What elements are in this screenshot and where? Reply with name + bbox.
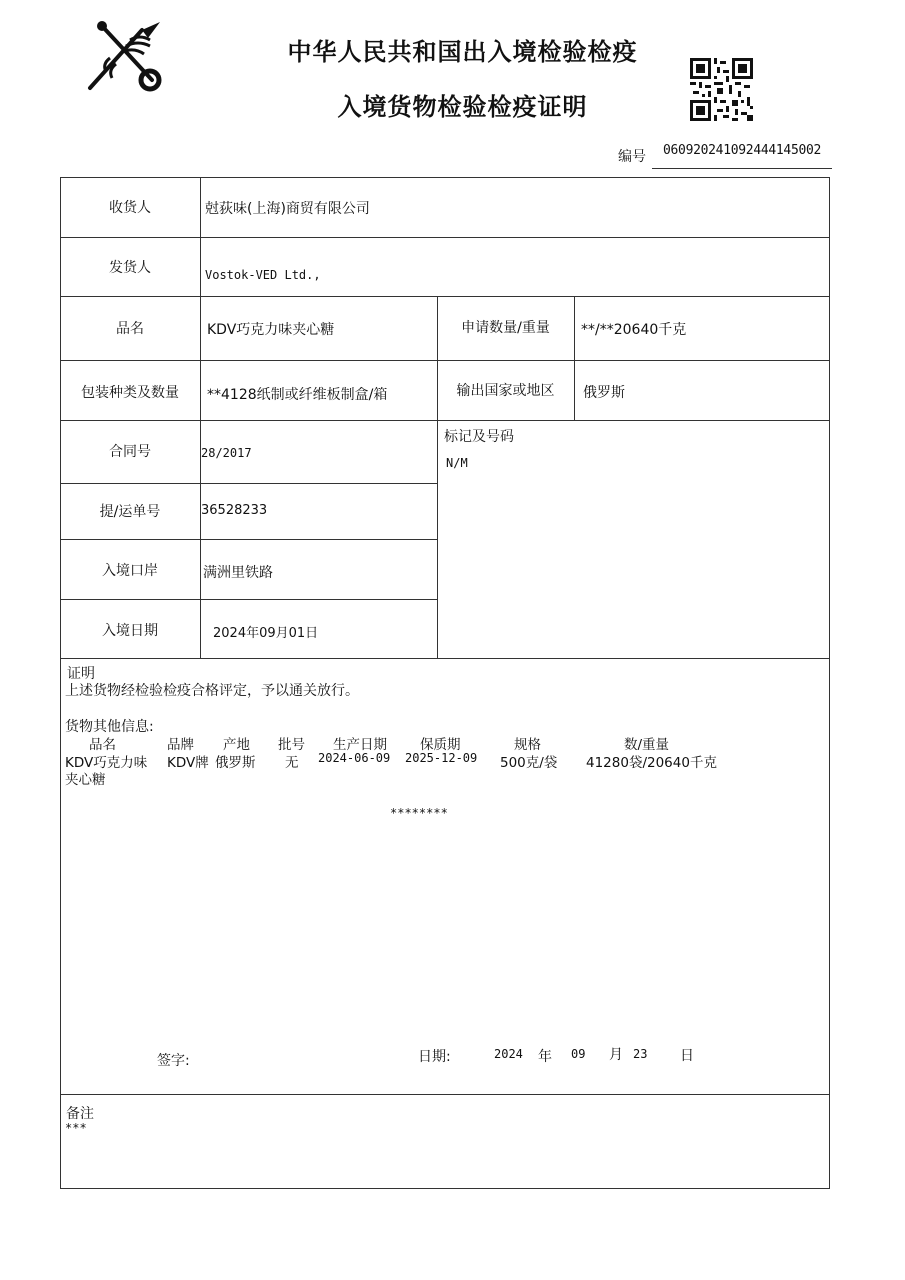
contract-number-label: 合同号 — [109, 444, 151, 460]
goods-header: 数/重量 — [624, 737, 670, 753]
qr-code-icon — [690, 58, 753, 121]
goods-cell: 夹心糖 — [65, 772, 106, 788]
row-divider — [60, 599, 437, 600]
row-divider — [60, 420, 830, 421]
quantity-weight-label: 申请数量/重量 — [461, 320, 550, 336]
consignor-label: 发货人 — [109, 260, 151, 276]
remarks-label: 备注 — [66, 1106, 94, 1122]
goods-header: 品牌 — [167, 737, 194, 753]
column-divider — [200, 177, 201, 658]
consignor-value: Vostok-VED Ltd., — [205, 268, 321, 282]
certificate-statement: 上述货物经检验检疫合格评定，予以通关放行。 — [65, 683, 359, 699]
goods-cell: 2024-06-09 — [318, 751, 391, 765]
signature-label: 签字: — [157, 1053, 190, 1069]
entry-port-value: 满洲里铁路 — [203, 565, 273, 581]
bill-of-lading-label: 提/运单号 — [99, 504, 161, 520]
certificate-number-label: 编号 — [618, 149, 646, 165]
certificate-number-underline — [652, 168, 832, 169]
consignee-value: 尅荻味(上海)商贸有限公司 — [205, 201, 370, 217]
quantity-weight-value: **/**20640千克 — [581, 322, 687, 338]
packing-label: 包装种类及数量 — [81, 385, 179, 401]
entry-port-label: 入境口岸 — [102, 563, 158, 579]
document-title-line2: 入境货物检验检疫证明 — [337, 93, 588, 121]
issue-date-label: 日期: — [418, 1049, 451, 1065]
goods-header: 生产日期 — [333, 737, 387, 753]
origin-country-label: 输出国家或地区 — [456, 383, 555, 399]
issue-date-month-unit: 月 — [609, 1047, 623, 1063]
goods-header: 品名 — [89, 737, 116, 753]
issue-date-month: 09 — [571, 1047, 586, 1061]
product-name-value: KDV巧克力味夹心糖 — [207, 322, 335, 338]
goods-cell: 41280袋/20640千克 — [586, 755, 717, 771]
remarks-value: *** — [65, 1121, 87, 1135]
other-info-label: 货物其他信息: — [65, 719, 154, 735]
document-title-line1: 中华人民共和国出入境检验检疫 — [287, 38, 638, 66]
issue-date-day: 23 — [633, 1047, 648, 1061]
goods-cell: KDV巧克力味 — [65, 755, 148, 771]
row-divider — [60, 296, 830, 297]
row-divider — [60, 360, 830, 361]
goods-cell: 2025-12-09 — [405, 751, 478, 765]
marks-value: N/M — [446, 456, 468, 470]
goods-header: 产地 — [223, 737, 250, 753]
column-divider — [437, 296, 438, 658]
consignee-label: 收货人 — [109, 200, 151, 216]
goods-cell: KDV牌 — [167, 755, 209, 771]
row-divider — [60, 1094, 830, 1095]
goods-cell: 俄罗斯 — [215, 755, 256, 771]
certificate-number-value: 06092024109244414500​2 — [663, 143, 822, 158]
packing-value: **4128纸制或纤维板制盒/箱 — [207, 387, 388, 403]
entry-date-label: 入境日期 — [102, 623, 158, 639]
issue-date-year: 2024 — [494, 1047, 523, 1061]
entry-date-value: 2024年09月01日 — [213, 626, 319, 641]
goods-cell: 500克/袋 — [500, 755, 558, 771]
column-divider — [574, 296, 575, 420]
goods-header: 规格 — [514, 737, 541, 753]
issue-date-year-unit: 年 — [538, 1049, 552, 1065]
goods-header: 保质期 — [420, 737, 461, 753]
end-marker: ******** — [390, 806, 448, 820]
product-name-label: 品名 — [116, 321, 144, 337]
row-divider — [60, 539, 437, 540]
origin-country-value: 俄罗斯 — [583, 385, 625, 401]
marks-label: 标记及号码 — [444, 429, 514, 445]
row-divider — [60, 483, 437, 484]
certificate-heading: 证明 — [67, 666, 95, 682]
row-divider — [60, 658, 830, 659]
row-divider — [60, 237, 830, 238]
goods-header: 批号 — [278, 737, 305, 753]
issue-date-day-unit: 日 — [680, 1048, 694, 1064]
bill-of-lading-value: 36528233 — [201, 503, 268, 518]
contract-number-value: 28/2017 — [201, 446, 252, 460]
goods-cell: 无 — [285, 755, 299, 771]
